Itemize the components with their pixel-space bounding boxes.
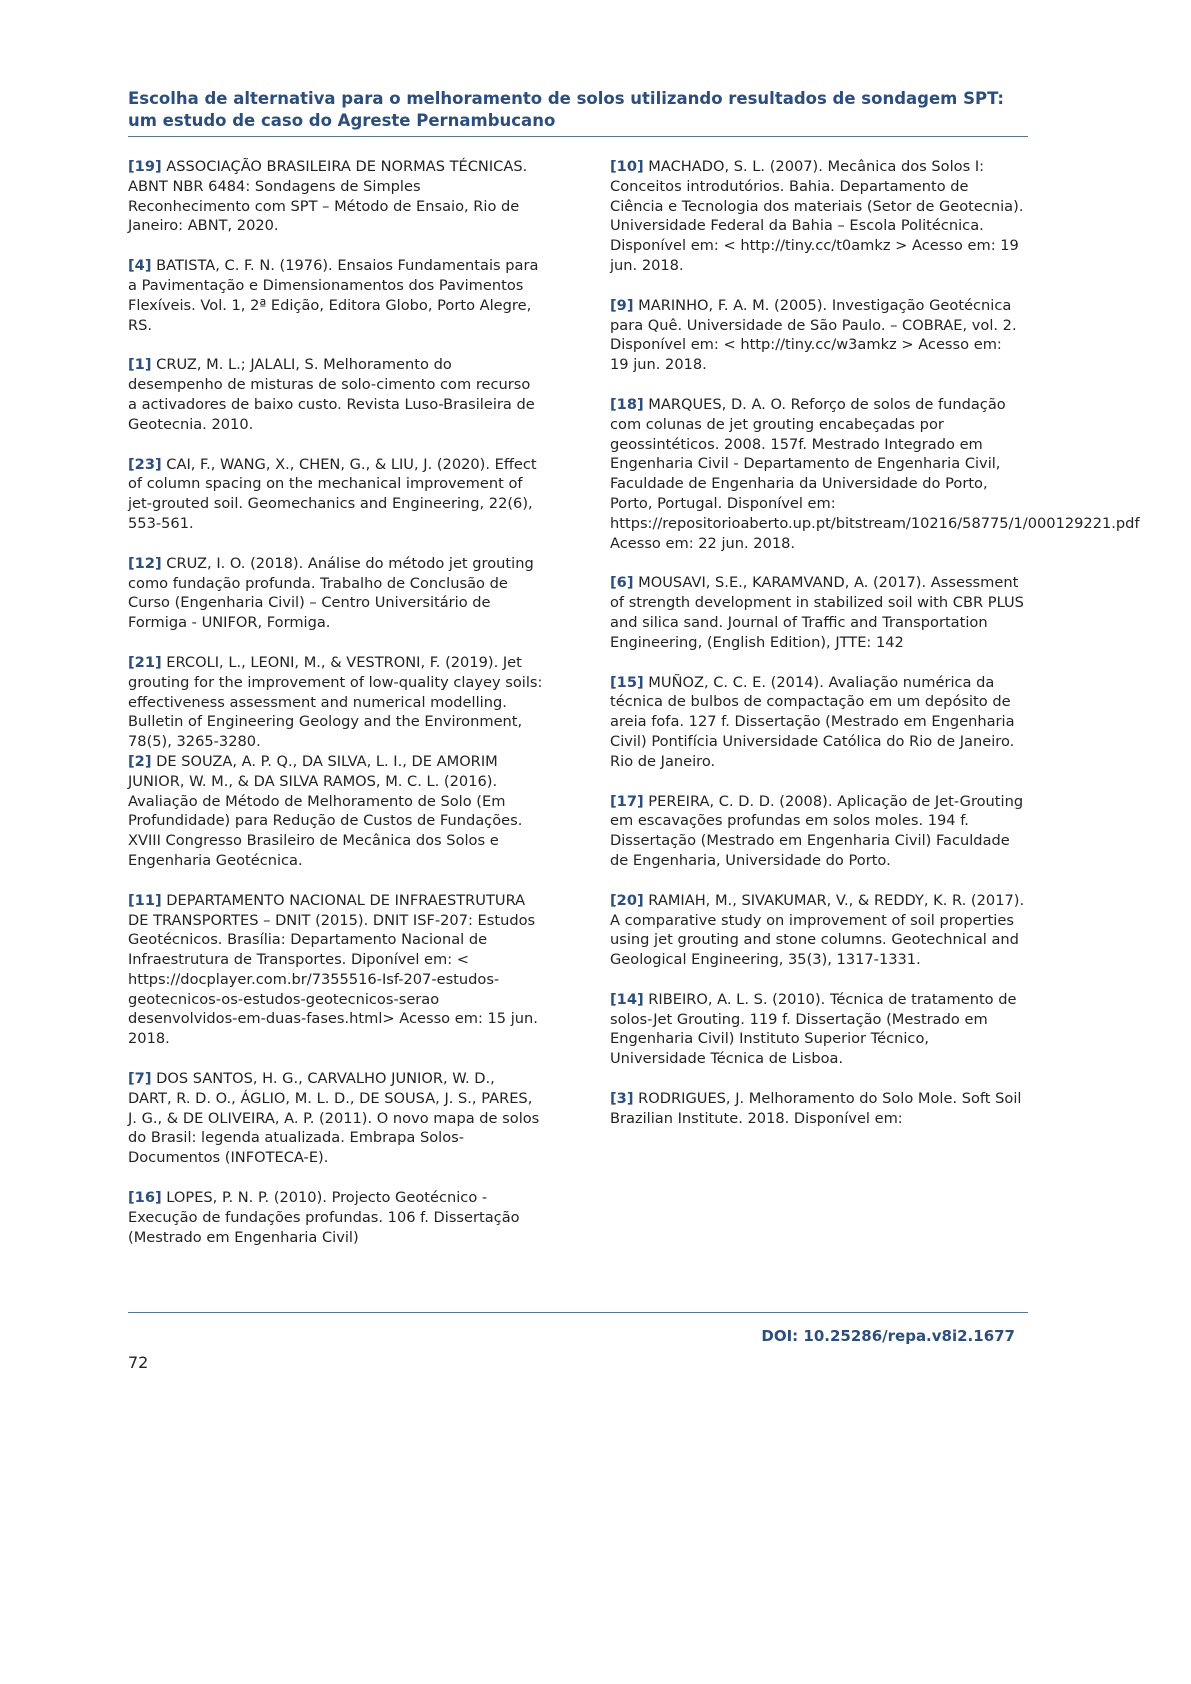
reference-text: LOPES, P. N. P. (2010). Projecto Geotécnico - Execução de fundações profundas. 106 f. Dissertação (Mestrado em Engenharia Civil) (128, 1189, 520, 1246)
reference-entry (128, 653, 543, 752)
reference-number: [20] (610, 891, 644, 909)
reference-number: [14] (610, 990, 644, 1008)
reference-number: [2] (128, 752, 152, 770)
reference-entry (128, 554, 543, 633)
header-rule (128, 136, 1028, 137)
reference-text: CRUZ, M. L.; JALALI, S. Melhoramento do desempenho de misturas de solo-cimento com recurso a activadores de baixo custo. Revista Luso-Brasileira de Geotecnia. 2010. (128, 356, 535, 433)
reference-number: [21] (128, 653, 162, 671)
reference-entry (128, 1069, 543, 1168)
reference-number: [6] (610, 574, 634, 592)
reference-text: MARQUES, D. A. O. Reforço de solos de fundação com colunas de jet grouting encabeçadas por geossintéticos. 2008. 157f. Mestrado Integrado em Engenharia Civil - Departamento de Engenharia Civil, Faculdade de Engenharia da Universidade do Porto, Porto, Portugal. Disponível em: https://repositorioaberto.up.pt/bitstream/10216/58775/1/000129221.pdf Acesso em: 22 jun. 2018. (610, 395, 1140, 552)
footer-rule (128, 1312, 1028, 1313)
reference-number: [15] (610, 673, 644, 691)
reference-text: CAI, F., WANG, X., CHEN, G., & LIU, J. (2020). Effect of column spacing on the mechanical improvement of jet-grouted soil. Geomechanics and Engineering, 22(6), 553-561. (128, 455, 537, 532)
reference-number: [9] (610, 296, 634, 314)
reference-number: [1] (128, 356, 152, 374)
reference-text: DEPARTAMENTO NACIONAL DE INFRAESTRUTURA DE TRANSPORTES – DNIT (2015). DNIT ISF-207: Estudos Geotécnicos. Brasília: Departamento Nacional de Infraestrutura de Transportes. Diponível em: < https://docplayer.com.br/7355516-Isf-207-estudos-geotecnicos-os-estudos-geotecnicos-serao desenvolvidos-em-duas-fases.html> Acesso em: 15 jun. 2018. (128, 891, 538, 1048)
reference-entry (610, 395, 1140, 553)
reference-text: DE SOUZA, A. P. Q., DA SILVA, L. I., DE AMORIM JUNIOR, W. M., & DA SILVA RAMOS, M. C. L. (2016). Avaliação de Método de Melhoramento de Solo (Em Profundidade) para Redução de Custos de Fundações. XVIII Congresso Brasileiro de Mecânica dos Solos e Engenharia Geotécnica. (128, 752, 523, 869)
reference-text: RAMIAH, M., SIVAKUMAR, V., & REDDY, K. R. (2017). A comparative study on improvement of soil properties using jet grouting and stone columns. Geotechnical and Geological Engineering, 35(3), 1317-1331. (610, 891, 1025, 969)
reference-number: [16] (128, 1189, 162, 1207)
reference-number: [23] (128, 455, 162, 473)
reference-text: RODRIGUES, J. Melhoramento do Solo Mole. Soft Soil Brazilian Institute. 2018. Disponível em: (610, 1090, 1022, 1127)
reference-entry (128, 157, 543, 236)
reference-number: [11] (128, 891, 162, 909)
reference-entry (610, 1089, 1025, 1129)
reference-entry (610, 296, 1025, 375)
reference-entry (128, 891, 543, 1049)
reference-number: [10] (610, 158, 644, 175)
reference-text: MACHADO, S. L. (2007). Mecânica dos Solos I: Conceitos introdutórios. Bahia. Departamento de Ciência e Tecnologia dos materiais (Setor de Geotecnia). Universidade Federal da Bahia – Escola Politécnica. Disponível em: < http://tiny.cc/t0amkz > Acesso em: 19 jun. 2018. (610, 158, 1024, 274)
reference-text: ERCOLI, L., LEONI, M., & VESTRONI, F. (2019). Jet grouting for the improvement of low-quality clayey soils: effectiveness assessment and numerical modelling. Bulletin of Engineering Geology and the Environment, 78(5), 3265-3280. (128, 653, 543, 751)
reference-text: BATISTA, C. F. N. (1976). Ensaios Fundamentais para a Pavimentação e Dimensionamentos dos Pavimentos Flexíveis. Vol. 1, 2ª Edição, Editora Globo, Porto Alegre, RS. (128, 257, 539, 334)
references-column-left (128, 157, 543, 1267)
reference-entry (610, 157, 1025, 276)
reference-number: [19] (128, 158, 162, 175)
references-column-right (610, 157, 1140, 1149)
reference-number: [17] (610, 792, 644, 810)
reference-entry (610, 673, 1025, 772)
reference-entry (128, 752, 543, 871)
reference-number: [3] (610, 1090, 634, 1108)
reference-entry (610, 573, 1025, 652)
reference-entry (128, 455, 543, 534)
running-header-title: Escolha de alternativa para o melhoramento de solos utilizando resultados de sondagem SPT: um estudo de caso do Agreste Pernambucano (128, 89, 1005, 130)
doi-label: DOI: 10.25286/repa.v8i2.1677 (761, 1327, 1015, 1345)
reference-number: [12] (128, 554, 162, 572)
reference-text: RIBEIRO, A. L. S. (2010). Técnica de tratamento de solos-Jet Grouting. 119 f. Dissertação (Mestrado em Engenharia Civil) Instituto Superior Técnico, Universidade Técnica de Lisboa. (610, 990, 1017, 1068)
reference-text: MUÑOZ, C. C. E. (2014). Avaliação numérica da técnica de bulbos de compactação em um depósito de areia fofa. 127 f. Dissertação (Mestrado em Engenharia Civil) Pontifícia Universidade Católica do Rio de Janeiro. Rio de Janeiro. (610, 673, 1015, 770)
reference-entry (128, 355, 543, 434)
reference-text: DOS SANTOS, H. G., CARVALHO JUNIOR, W. D., DART, R. D. O., ÁGLIO, M. L. D., DE SOUSA, J. S., PARES, J. G., & DE OLIVEIRA, A. P. (2011). O novo mapa de solos do Brasil: legenda atualizada. Embrapa Solos-Documentos (INFOTECA-E). (128, 1070, 540, 1167)
reference-entry (610, 990, 1025, 1069)
reference-text: MOUSAVI, S.E., KARAMVAND, A. (2017). Assessment of strength development in stabilized soil with CBR PLUS and silica sand. Journal of Traffic and Transportation Engineering, (English Edition), JTTE: 142 (610, 574, 1024, 651)
reference-entry (128, 1188, 543, 1247)
reference-number: [7] (128, 1070, 152, 1088)
reference-entry (128, 256, 543, 335)
reference-entry (610, 891, 1025, 970)
reference-number: [18] (610, 395, 644, 413)
reference-text: ASSOCIAÇÃO BRASILEIRA DE NORMAS TÉCNICAS. ABNT NBR 6484: Sondagens de Simples Reconhecimento com SPT – Método de Ensaio, Rio de Janeiro: ABNT, 2020. (128, 158, 528, 235)
reference-entry (610, 792, 1025, 871)
reference-text: PEREIRA, C. D. D. (2008). Aplicação de Jet-Grouting em escavações profundas em solos moles. 194 f. Dissertação (Mestrado em Engenharia Civil) Faculdade de Engenharia, Universidade do Porto. (610, 792, 1024, 869)
reference-text: MARINHO, F. A. M. (2005). Investigação Geotécnica para Quê. Universidade de São Paulo. – COBRAE, vol. 2. Disponível em: < http://tiny.cc/w3amkz > Acesso em: 19 jun. 2018. (610, 296, 1017, 374)
page-number: 72 (128, 1353, 149, 1372)
reference-number: [4] (128, 257, 152, 275)
reference-text: CRUZ, I. O. (2018). Análise do método jet grouting como fundação profunda. Trabalho de Conclusão de Curso (Engenharia Civil) – Centro Universitário de Formiga - UNIFOR, Formiga. (128, 554, 534, 632)
